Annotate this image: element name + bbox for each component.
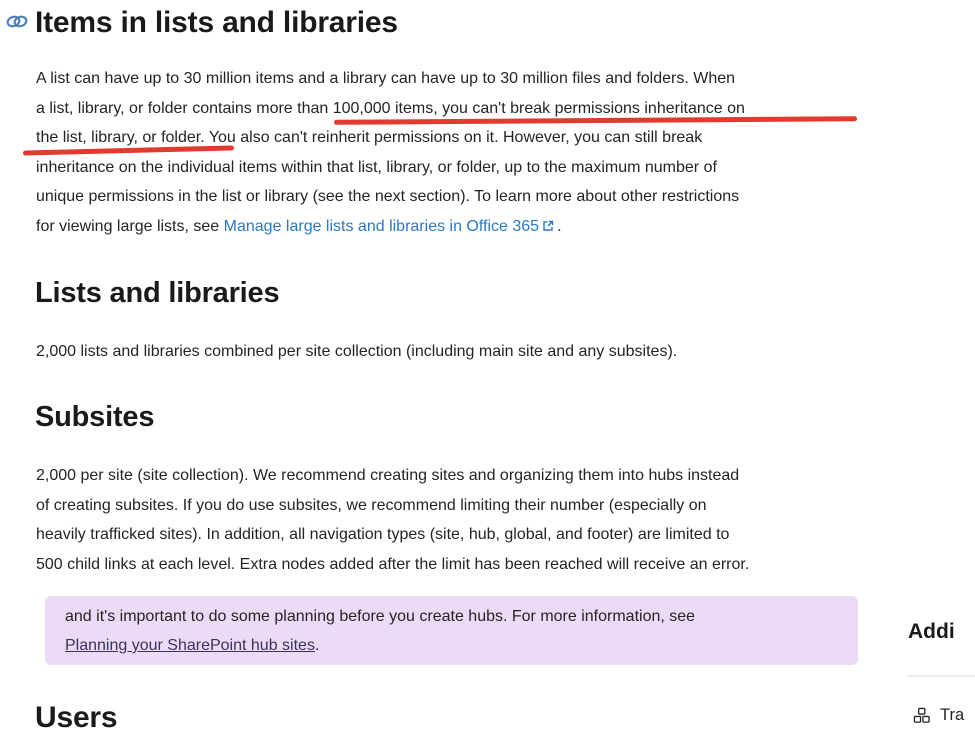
text-line [36,212,745,243]
subsites-paragraph [36,461,749,579]
hub-sites-link[interactable]: Planning your SharePoint hub sites [65,637,315,654]
text-line: 2,000 lists and libraries combined per site collection (including main site and any subsites). [36,343,678,360]
text-span: . [557,217,562,235]
highlighted-note [45,596,858,665]
section-heading-subsites: Subsites [35,401,155,433]
text-span: . [314,637,320,654]
training-icon [912,707,931,724]
external-link-icon [542,213,554,243]
text-line: the list, library, or folder. You also can't reinherit permissions on it. However, you can still break [36,129,703,146]
note-text-line [65,631,858,660]
manage-large-lists-link[interactable]: Manage large lists and libraries in Office 365 [223,217,540,235]
rail-divider [908,675,975,677]
text-line: a list, library, or folder contains more than 100,000 items, you can't break permissions inheritance on [36,99,745,117]
intro-paragraph [36,64,745,242]
note-text-line: and it's important to do some planning before you create hubs. For more information, see [65,608,696,625]
text-line: inheritance on the individual items within that list, library, or folder, up to the maximum number of [36,158,717,176]
section-heading-users: Users [35,701,118,734]
text-line: of creating subsites. If you do use subsites, we recommend limiting their number (especially on [36,496,707,514]
text-span: for viewing large lists, see [36,217,224,235]
text-line: unique permissions in the list or library (see the next section). To learn more about other restrictions [36,188,740,205]
text-line: heavily trafficked sites). In addition, all navigation types (site, hub, global, and footer) are limited to [36,526,730,543]
lists-paragraph [36,337,677,367]
text-line: 500 child links at each level. Extra nodes added after the limit has been reached will receive an error. [36,555,750,573]
training-label: Tra [940,706,965,724]
section-permalink-icon[interactable] [5,13,29,31]
additional-resources-heading: Addi [908,620,955,643]
training-link[interactable] [912,706,964,725]
section-heading-lists-and-libraries: Lists and libraries [35,277,280,309]
text-line: 2,000 per site (site collection). We recommend creating sites and organizing them into hubs instead [36,467,740,484]
text-line: A list can have up to 30 million items and a library can have up to 30 million files and folders. When [36,70,736,87]
page-title: Items in lists and libraries [35,6,398,39]
